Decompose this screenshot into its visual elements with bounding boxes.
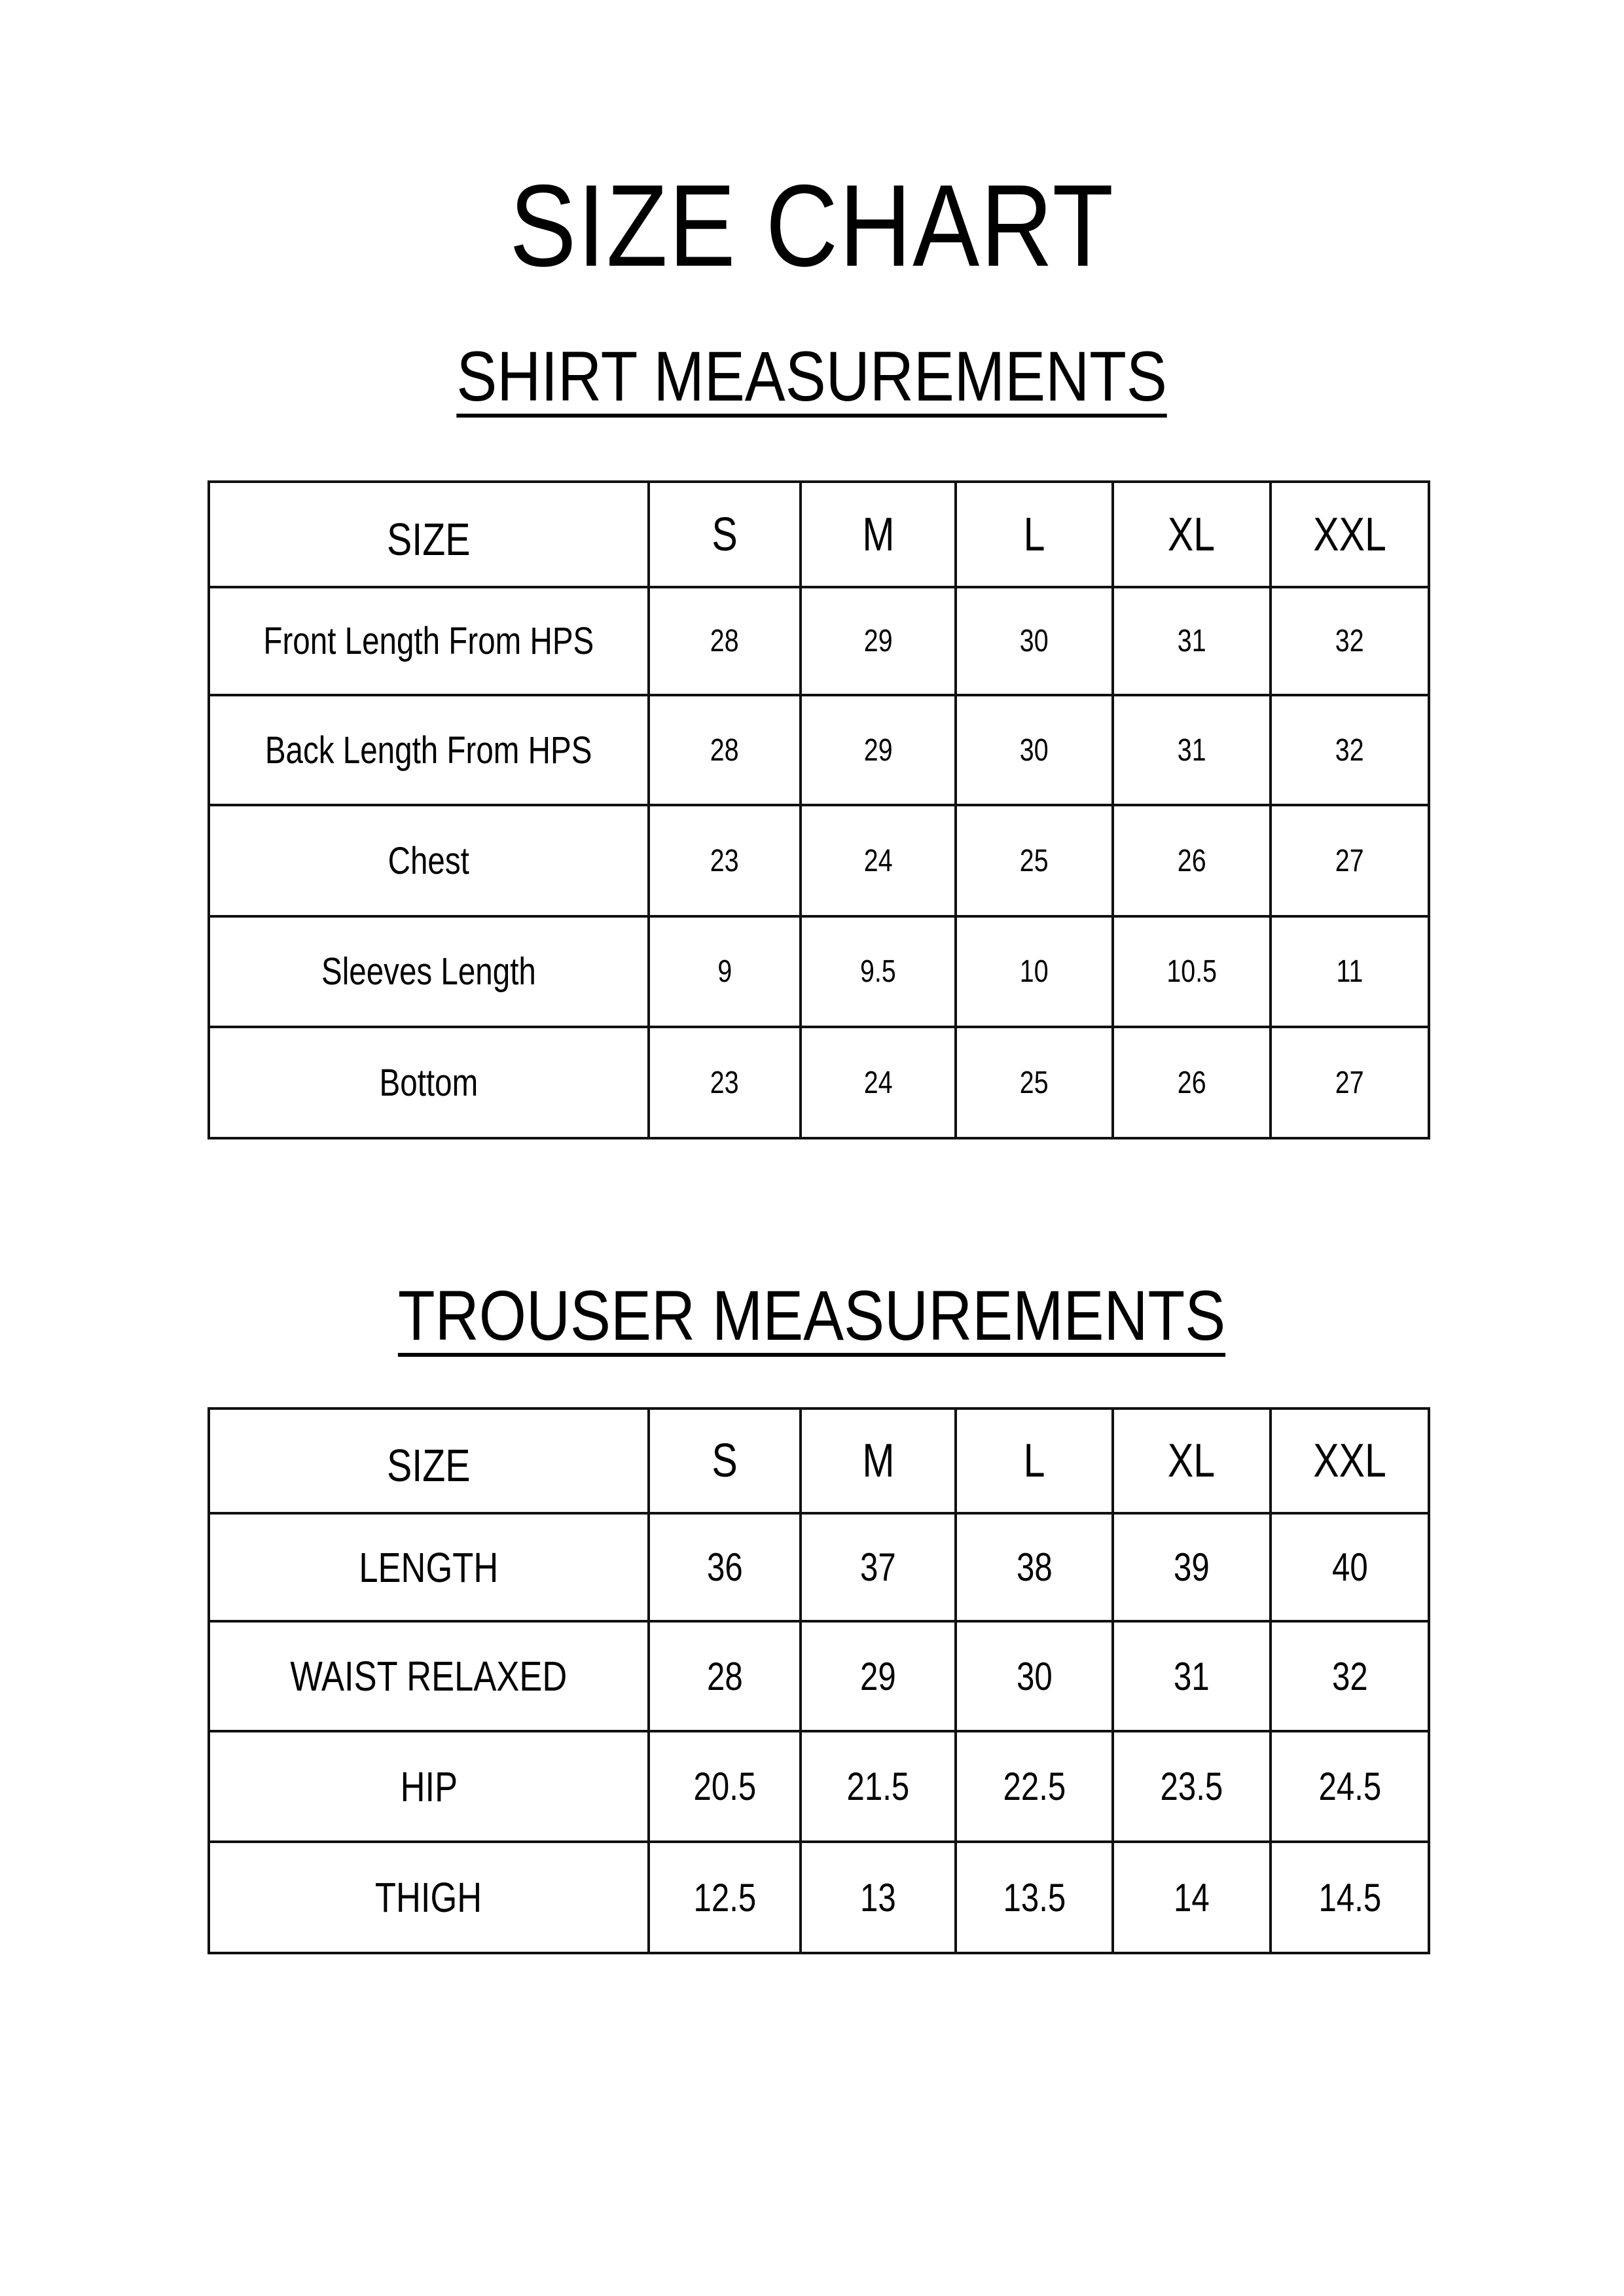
size-column-header: XXL — [1271, 1408, 1429, 1513]
shirt-measurements-table — [208, 480, 1430, 1139]
measurement-cell: 21.5 — [801, 1731, 956, 1842]
measurement-cell: 20.5 — [649, 1731, 801, 1842]
measurement-cell: 26 — [1113, 805, 1271, 916]
page-title: SIZE CHART — [509, 160, 1115, 291]
trouser-measurements-table — [208, 1407, 1430, 1954]
table-row — [209, 587, 1429, 695]
measurement-cell: 14.5 — [1271, 1842, 1429, 1953]
measurement-cell: 32 — [1271, 695, 1429, 805]
measurement-cell: 38 — [956, 1513, 1113, 1621]
measurement-cell: 13.5 — [956, 1842, 1113, 1953]
size-column-header: XXL — [1271, 482, 1429, 587]
measurement-cell: 23 — [649, 1027, 801, 1138]
row-label: Bottom — [209, 1027, 649, 1138]
measurement-cell: 23.5 — [1113, 1731, 1271, 1842]
row-label: THIGH — [209, 1842, 649, 1953]
measurement-cell: 36 — [649, 1513, 801, 1621]
size-header-cell: SIZE — [209, 482, 649, 587]
measurement-cell: 30 — [956, 587, 1113, 695]
row-label: WAIST RELAXED — [209, 1621, 649, 1731]
measurement-cell: 27 — [1271, 1027, 1429, 1138]
row-label: Chest — [209, 805, 649, 916]
size-column-header: S — [649, 1408, 801, 1513]
size-column-header: L — [956, 1408, 1113, 1513]
row-label: Sleeves Length — [209, 916, 649, 1027]
measurement-cell: 24.5 — [1271, 1731, 1429, 1842]
trouser-heading-text: TROUSER MEASUREMENTS — [398, 1280, 1225, 1357]
table-row — [209, 1027, 1429, 1138]
row-label: HIP — [209, 1731, 649, 1842]
measurement-cell: 39 — [1113, 1513, 1271, 1621]
measurement-cell: 11 — [1271, 916, 1429, 1027]
measurement-cell: 12.5 — [649, 1842, 801, 1953]
table-row — [209, 695, 1429, 805]
table-row — [209, 1621, 1429, 1731]
measurement-cell: 31 — [1113, 587, 1271, 695]
measurement-cell: 24 — [801, 805, 956, 916]
size-column-header: XL — [1113, 482, 1271, 587]
measurement-cell: 31 — [1113, 1621, 1271, 1731]
trouser-section-heading — [0, 1276, 1624, 1357]
measurement-cell: 29 — [801, 1621, 956, 1731]
measurement-cell: 14 — [1113, 1842, 1271, 1953]
measurement-cell: 28 — [649, 1621, 801, 1731]
measurement-cell: 28 — [649, 587, 801, 695]
table-row — [209, 916, 1429, 1027]
row-label: Back Length From HPS — [209, 695, 649, 805]
measurement-cell: 9 — [649, 916, 801, 1027]
size-column-header: L — [956, 482, 1113, 587]
measurement-cell: 25 — [956, 1027, 1113, 1138]
measurement-cell: 27 — [1271, 805, 1429, 916]
measurement-cell: 30 — [956, 695, 1113, 805]
measurement-cell: 29 — [801, 695, 956, 805]
size-column-header: M — [801, 1408, 956, 1513]
table-row — [209, 1842, 1429, 1953]
measurement-cell: 9.5 — [801, 916, 956, 1027]
shirt-section-heading — [0, 336, 1624, 418]
measurement-cell: 30 — [956, 1621, 1113, 1731]
measurement-cell: 32 — [1271, 587, 1429, 695]
measurement-cell: 28 — [649, 695, 801, 805]
measurement-cell: 31 — [1113, 695, 1271, 805]
table-header-row — [209, 1408, 1429, 1513]
measurement-cell: 24 — [801, 1027, 956, 1138]
measurement-cell: 29 — [801, 587, 956, 695]
measurement-cell: 23 — [649, 805, 801, 916]
measurement-cell: 10.5 — [1113, 916, 1271, 1027]
measurement-cell: 37 — [801, 1513, 956, 1621]
row-label: Front Length From HPS — [209, 587, 649, 695]
shirt-heading-text: SHIRT MEASUREMENTS — [457, 340, 1167, 418]
table-row — [209, 805, 1429, 916]
size-column-header: XL — [1113, 1408, 1271, 1513]
measurement-cell: 22.5 — [956, 1731, 1113, 1842]
measurement-cell: 40 — [1271, 1513, 1429, 1621]
table-row — [209, 1731, 1429, 1842]
measurement-cell: 26 — [1113, 1027, 1271, 1138]
measurement-cell: 13 — [801, 1842, 956, 1953]
measurement-cell: 10 — [956, 916, 1113, 1027]
size-header-cell: SIZE — [209, 1408, 649, 1513]
size-column-header: M — [801, 482, 956, 587]
table-header-row — [209, 482, 1429, 587]
measurement-cell: 32 — [1271, 1621, 1429, 1731]
size-column-header: S — [649, 482, 801, 587]
table-row — [209, 1513, 1429, 1621]
measurement-cell: 25 — [956, 805, 1113, 916]
row-label: LENGTH — [209, 1513, 649, 1621]
